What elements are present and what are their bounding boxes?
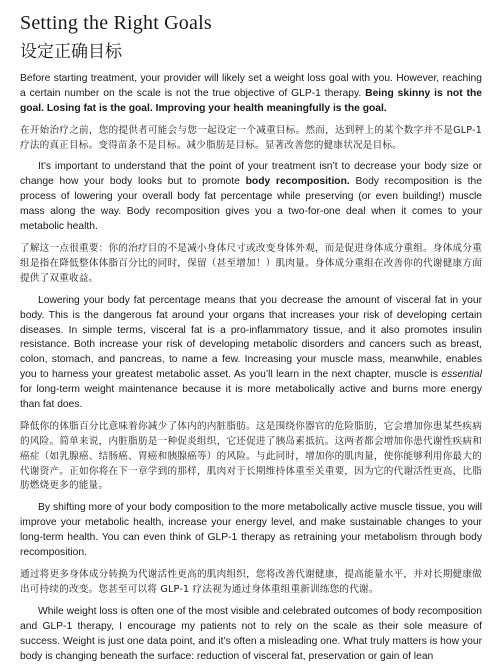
- paragraph-3-english: Lowering your body fat percentage means that you decrease the amount of visceral fat in your body. This is the dangerous fat around your organs that increases your risk of developing certain diseases. In simple terms, visceral fat is a pro-inflammatory tissue, and it also promotes insulin resistance. Both increase your risk of developing metabolic disorders and cancers such as breast, colon, stomach, and pancreas, to name a few. Increasing your muscle mass, meanwhile, enables you to harness your greatest metabolic asset. As you’ll learn in the next chapter, muscle is essential for long-term weight maintenance because it is more metabolically active and burns more energy than fat does.: [20, 294, 482, 411]
- paragraph-4-chinese: 通过将更多身体成分转换为代谢活性更高的肌肉组织，您将改善代谢健康，提高能量水平，并对长期健康做出可持续的改变。您甚至可以将 GLP-1 疗法视为通过身体重组重新训练您的代谢。: [20, 569, 482, 595]
- section-title-chinese: 设定正确目标: [20, 42, 122, 62]
- paragraph-2-chinese: 了解这一点很重要：你的治疗目的不是减小身体尺寸或改变身体外观，而是促进身体成分重组。身体成分重组是指在降低整体体脂百分比的同时，保留（甚至增加！）肌肉量。身体成分重组在改善你的代谢健康方面提供了双重收益。: [20, 243, 482, 284]
- paragraph-1-chinese: 在开始治疗之前，您的提供者可能会与您一起设定一个减重目标。然而，达到秤上的某个数字并不是GLP-1 疗法的真正目标。变得苗条不是目标。减少脂肪是目标。显著改善您的健康状况是目标。: [20, 124, 482, 151]
- paragraph-3-chinese: 降低你的体脂百分比意味着你减少了体内的内脏脂肪。这是围绕你器官的危险脂肪，它会增加你患某些疾病的风险。简单来说，内脏脂肪是一种促炎组织，它还促进了胰岛素抵抗。这两者都会增加你患代谢性疾病和癌症（如乳腺癌、结肠癌、胃癌和胰腺癌等）的风险。与此同时，增加你的肌肉量，使你能够利用你最大的代谢资产。正如你将在下一章学到的那样，肌肉对于长期维持体重至关重要，因为它的代谢活性更高，比脂肪燃烧更多的能量。: [20, 421, 482, 492]
- paragraph-1-english: Before starting treatment, your provider will likely set a weight loss goal with you. However, reaching a certain number on the scale is not the true objective of GLP-1 therapy. Being skinny is not the goal. Losing fat is the goal. Improving your health meaningfully is the goal.: [20, 73, 482, 114]
- paragraph-2-english: It’s important to understand that the point of your treatment isn’t to decrease your body size or change how your body looks but to promote body recomposition. Body recomposition is the process of lowering your overall body fat percentage while preserving (or even building!) muscle mass along the way. Body recomposition gives you a two-for-one deal when it comes to your metabolic health.: [20, 161, 482, 233]
- body-recomposition-bold: body recomposition.: [245, 176, 350, 188]
- essential-italic: essential: [441, 369, 482, 381]
- paragraph-4-english: By shifting more of your body composition to the more metabolically active muscle tissue, you will improve your metabolic health, increase your energy level, and make sustainable changes to your long-term health. You can even think of GLP-1 therapy as retraining your metabolism through body recomposition.: [20, 502, 482, 559]
- paragraph-5-english: While weight loss is often one of the most visible and celebrated outcomes of body recomposition and GLP-1 therapy, I encourage my patients not to rely on the scale as their sole measure of success. Weight is just one data point, and it’s often a misleading one. What truly matters is how your body is changing beneath the surface: reduction of visceral fat, preservation or gain of lean: [20, 605, 482, 662]
- goal-statement-bold: Being skinny is not the goal. Losing fat is the goal. Improving your health meaningfully is the goal.: [20, 87, 482, 114]
- section-title-english: Setting the Right Goals: [20, 12, 212, 34]
